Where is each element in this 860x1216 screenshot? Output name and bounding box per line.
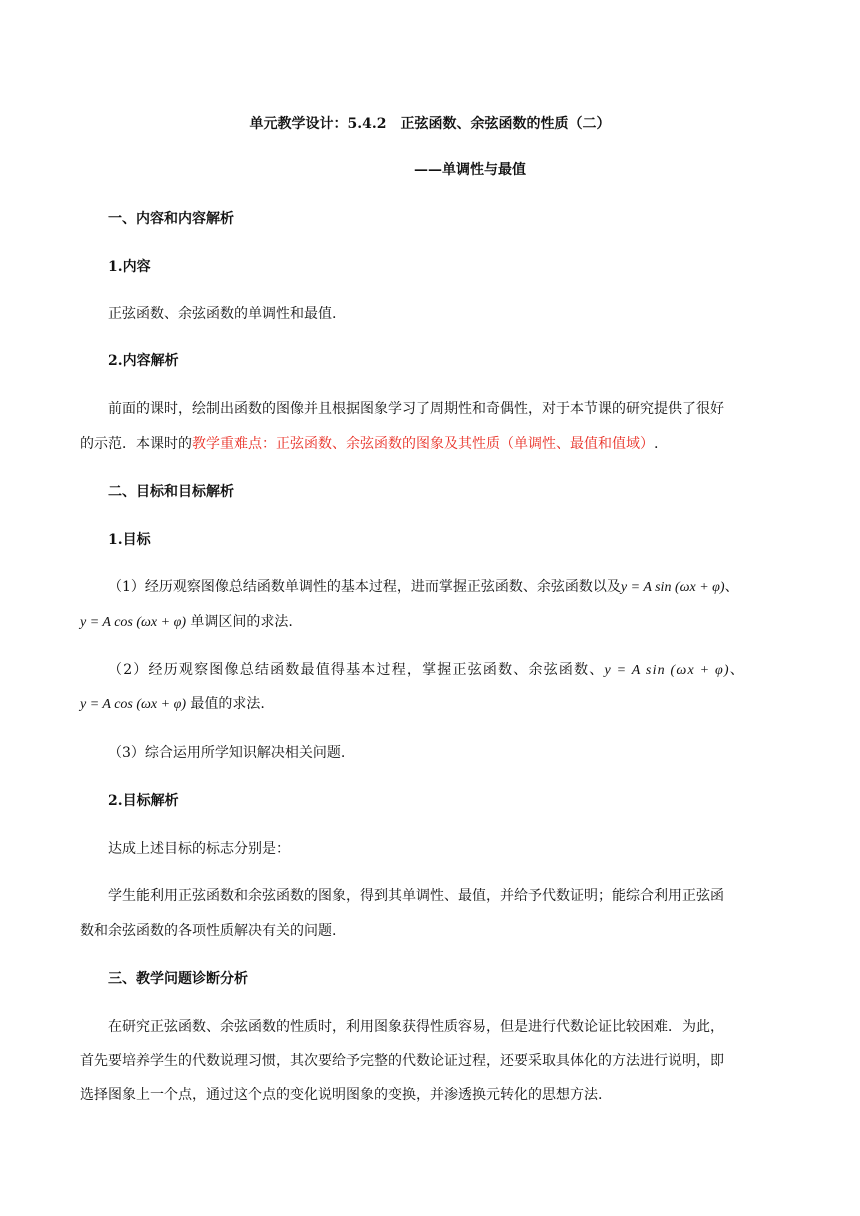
formula-separator: 、 [724, 579, 739, 595]
diagnosis-line-1: 在研究正弦函数、余弦函数的性质时，利用图象获得性质容易，但是进行代数论证比较困难．为此， [108, 1019, 724, 1035]
document-subtitle: ——单调性与最值 [414, 162, 526, 178]
diagnosis-line-2: 首先要培养学生的代数说理习惯，其次要给予完整的代数论证过程，还要采取具体化的方法进行说明，即 [80, 1053, 724, 1069]
content-analysis-line-1: 前面的课时，绘制出函数的图像并且根据图象学习了周期性和奇偶性，对于本节课的研究提供了很好 [108, 401, 724, 417]
diagnosis-line-3: 选择图象上一个点，通过这个点的变化说明图象的变换，并渗透换元转化的思想方法. [80, 1087, 603, 1103]
goal-1-text: （1）经历观察图像总结函数单调性的基本过程，进而掌握正弦函数、余弦函数以及 [108, 579, 621, 595]
content-analysis-line-2 [80, 434, 780, 454]
goal-2-line-1 [108, 660, 808, 681]
goal-analysis-line-2: 数和余弦函数的各项性质解决有关的问题. [80, 923, 337, 939]
subheading-content-analysis: 2.内容解析 [108, 353, 179, 369]
key-difficulty-highlight: 教学重难点：正弦函数、余弦函数的图象及其性质（单调性、最值和值域） [192, 436, 654, 452]
formula-separator-2: 、 [729, 662, 745, 678]
content-analysis-prefix: 的示范．本课时的 [80, 436, 192, 452]
goal-1-suffix: 单调区间的求法. [185, 614, 293, 630]
goal-1-line-2 [80, 612, 780, 633]
goal-analysis-line-1: 学生能利用正弦函数和余弦函数的图象，得到其单调性、最值，并给予代数证明；能综合利用正弦函 [108, 888, 724, 904]
goal-1-line-1 [108, 577, 808, 598]
goal-2-line-2 [80, 694, 780, 715]
formula-sin-2: y = A sin (ωx + φ) [604, 663, 730, 678]
formula-cos: y = A cos (ωx + φ) [80, 615, 186, 630]
goal-analysis-intro: 达成上述目标的标志分别是： [108, 841, 290, 857]
goal-3: （3）综合运用所学知识解决相关问题. [108, 745, 346, 761]
document-title: 单元教学设计：5.4.2 正弦函数、余弦函数的性质（二） [249, 116, 611, 132]
formula-cos-2: y = A cos (ωx + φ) [80, 697, 186, 712]
section-heading-content: 一、内容和内容解析 [108, 211, 234, 227]
subheading-content: 1.内容 [108, 259, 151, 275]
section-heading-goals: 二、目标和目标解析 [108, 484, 234, 500]
section-heading-diagnosis: 三、教学问题诊断分析 [108, 971, 248, 987]
content-text: 正弦函数、余弦函数的单调性和最值. [108, 306, 337, 322]
goal-2-suffix: 最值的求法. [185, 696, 265, 712]
formula-sin: y = A sin (ωx + φ) [620, 580, 725, 595]
subheading-goals: 1.目标 [108, 532, 151, 548]
goal-2-text: （2）经历观察图像总结函数最值得基本过程，掌握正弦函数、余弦函数、 [108, 662, 605, 678]
content-analysis-suffix: . [654, 436, 659, 452]
subheading-goal-analysis: 2.目标解析 [108, 793, 179, 809]
